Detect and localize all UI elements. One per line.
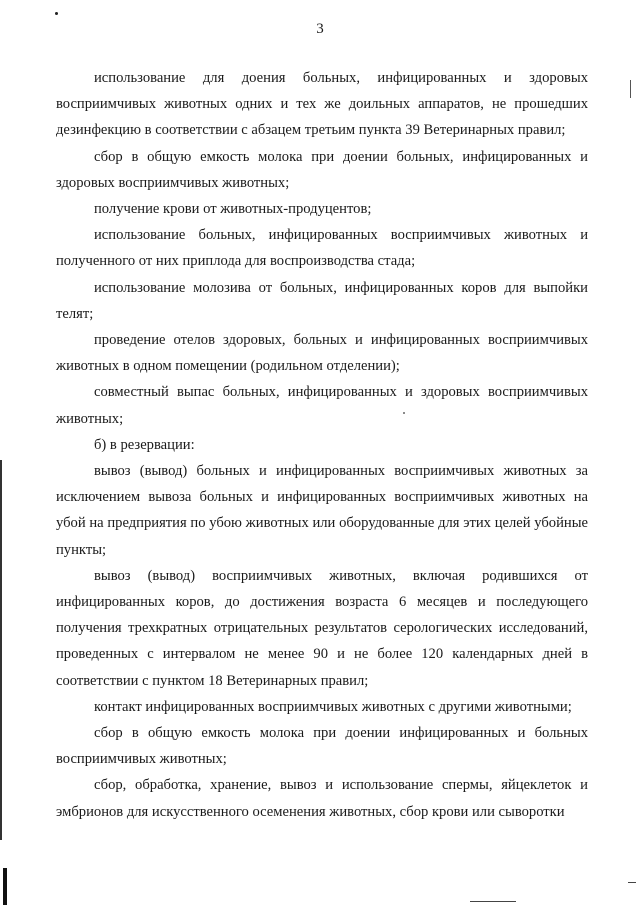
scan-bar-bottom-left: [3, 868, 7, 905]
paragraph: проведение отелов здоровых, больных и инфицированных восприимчивых животных в одном помещении (родильном отделении);: [56, 332, 588, 375]
scan-speck-top-left: [55, 12, 58, 15]
scan-edge-mark-right: [630, 80, 631, 98]
scan-edge-mark-left: [0, 460, 2, 840]
scan-line-bottom-right: [470, 901, 516, 902]
paragraph: использование больных, инфицированных восприимчивых животных и полученного от них приплода для воспроизводства стада;: [56, 227, 588, 270]
paragraph: контакт инфицированных восприимчивых животных с другими животными;: [94, 698, 572, 715]
paragraph: вывоз (вывод) восприимчивых животных, включая родившихся от инфицированных коров, до достижения возраста 6 месяцев и последующего получения трехкратных отрицательных результатов серологических исследований, проведенных с интервалом не менее 90 и не более 120 календарных дней в соответствии с пунктом 18 Ветеринарных правил;: [56, 567, 588, 689]
paragraph: вывоз (вывод) больных и инфицированных восприимчивых животных за исключением вывоза больных и инфицированных восприимчивых животных на убой на предприятия по убою животных или оборудованные для этих целей убойные пункты;: [56, 463, 588, 558]
paragraph: сбор в общую емкость молока при доении больных, инфицированных и здоровых восприимчивых животных;: [56, 148, 588, 191]
paragraph: использование для доения больных, инфицированных и здоровых восприимчивых животных одних и тех же доильных аппаратов, не прошедших дезинфекцию в соответствии с абзацем третьим пункта 39 Ветеринарных правил;: [56, 70, 588, 139]
paragraph: сбор в общую емкость молока при доении инфицированных и больных восприимчивых животных;: [56, 725, 588, 768]
paragraph: получение крови от животных-продуцентов;: [94, 201, 372, 218]
scan-tick-bottom-right: [628, 882, 636, 883]
subsection-heading: б) в резервации:: [94, 436, 195, 453]
page-number: 3: [316, 21, 324, 37]
document-body: [56, 65, 588, 825]
paragraph: использование молозива от больных, инфицированных коров для выпойки телят;: [56, 279, 588, 322]
paragraph: сбор, обработка, хранение, вывоз и использование спермы, яйцеклеток и эмбрионов для искусственного осеменения животных, сбор крови или сыворотки: [56, 777, 588, 820]
paragraph: совместный выпас больных, инфицированных и здоровых восприимчивых животных;: [56, 384, 588, 427]
